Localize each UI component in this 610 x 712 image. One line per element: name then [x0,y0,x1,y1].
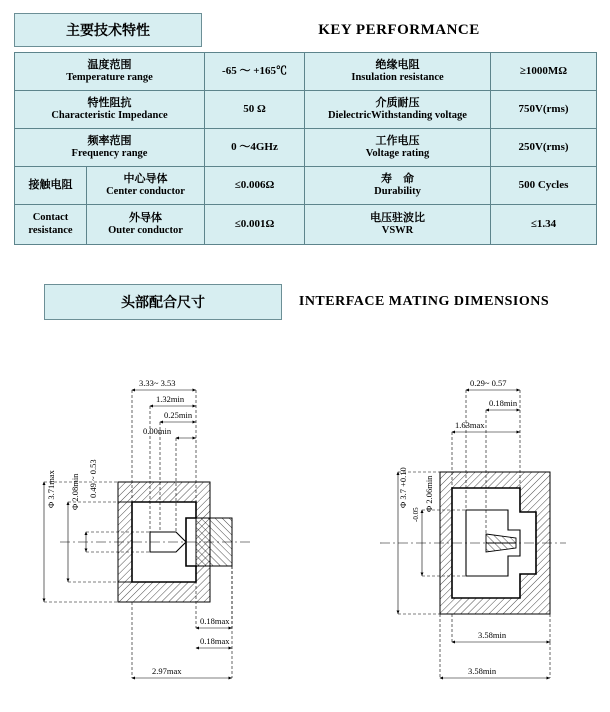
dim-left-4: 0.49 ~ 0.53 [88,459,98,498]
dim-right-0: 0.29~ 0.57 [470,378,507,388]
interface-section-header [44,285,566,319]
label-cn: 介质耐压 [375,96,420,110]
label-cn: 工作电压 [375,134,420,148]
interface-title-en [282,294,566,310]
label-cn: 绝缘电阻 [375,58,420,72]
label-en: Durability [374,185,421,197]
dim-left-9: 2.97max [152,666,182,676]
left-connector-drawing [60,482,250,602]
label-en: Voltage rating [365,147,430,159]
dim-left-8: 0.18max [200,636,230,646]
cell-temperature-value: -65 ～ +165℃ [205,53,305,91]
label-en-line2: resistance [28,224,73,236]
label-cn: 温度范围 [87,58,132,72]
drawings-svg [0,360,610,712]
table-row [15,205,597,245]
cell-outer-conductor-value: ≤0.001Ω [205,205,305,245]
interface-title-en-text: INTERFACE MATING DIMENSIONS [298,294,550,309]
cell-vswr-value: ≤1.34 [491,205,597,245]
cell-voltage-rating-value: 250V(rms) [491,129,597,167]
label-en: Center conductor [106,185,185,197]
label-en: Frequency range [71,147,148,159]
cell-contact-resistance-group-en [15,205,87,245]
cell-insulation-label [305,53,491,91]
interface-title-cn [44,284,282,320]
cell-center-conductor-value: ≤0.006Ω [205,167,305,205]
label-en: VSWR [381,224,414,236]
label-en: Insulation resistance [351,71,444,83]
dim-left-7: 0.18max [200,616,230,626]
dim-right-5: Φ 2.06min [424,475,434,512]
cell-center-conductor-label [87,167,205,205]
dim-left-1: 1.32min [156,394,185,404]
performance-title-en [202,22,596,39]
dim-right-3: Φ 3.7 +0.10 [398,467,408,508]
interface-title-cn-text: 头部配合尺寸 [121,295,205,311]
key-performance-table [14,52,597,245]
performance-section-header [14,14,596,46]
dim-left-0: 3.33~ 3.53 [139,378,176,388]
table-row [15,91,597,129]
cell-insulation-value: ≥1000MΩ [491,53,597,91]
performance-title-en-text: KEY PERFORMANCE [318,21,480,38]
cell-outer-conductor-label [87,205,205,245]
label-cn: 频率范围 [87,134,132,148]
table-row [15,53,597,91]
cell-contact-resistance-group-cn: 接触电阻 [15,167,87,205]
cell-impedance-value: 50 Ω [205,91,305,129]
cell-voltage-rating-label [305,129,491,167]
cell-dielectric-value: 750V(rms) [491,91,597,129]
label-cn: 电压驻波比 [370,211,425,225]
dim-right-1: 0.18min [489,398,518,408]
label-cn: 外导体 [129,211,162,225]
cell-temperature-label [15,53,205,91]
dim-right-4: -0.05 [412,507,420,522]
table-row [15,129,597,167]
dim-left-6: Φ 3.71max [46,470,56,508]
dim-right-7: 3.58min [468,666,497,676]
cell-vswr-label [305,205,491,245]
label-cn: 特性阻抗 [87,96,132,110]
label-en-line1: Contact [32,212,69,224]
cell-dielectric-label [305,91,491,129]
label-en: DielectricWithstanding voltage [328,109,467,121]
table-row [15,167,597,205]
dim-left-2: 0.25min [164,410,193,420]
dim-right-6: 3.58min [478,630,507,640]
label-en: Temperature range [66,71,153,83]
interface-drawings [0,360,610,712]
label-en: Outer conductor [108,224,183,236]
performance-title-cn-text: 主要技术特性 [66,23,150,39]
dim-right-2: 1.63max [455,420,485,430]
label-en: Characteristic Impedance [51,109,168,121]
performance-title-cn [14,13,202,47]
cell-durability-value: 500 Cycles [491,167,597,205]
dim-left-3: 0.00min [143,426,172,436]
cell-frequency-label [15,129,205,167]
dim-left-5: Φ 2.08min [70,473,80,510]
cell-frequency-value: 0 ～4GHz [205,129,305,167]
label-cn: 寿 命 [381,172,414,186]
cell-impedance-label [15,91,205,129]
label-cn: 中心导体 [123,172,168,186]
cell-durability-label [305,167,491,205]
